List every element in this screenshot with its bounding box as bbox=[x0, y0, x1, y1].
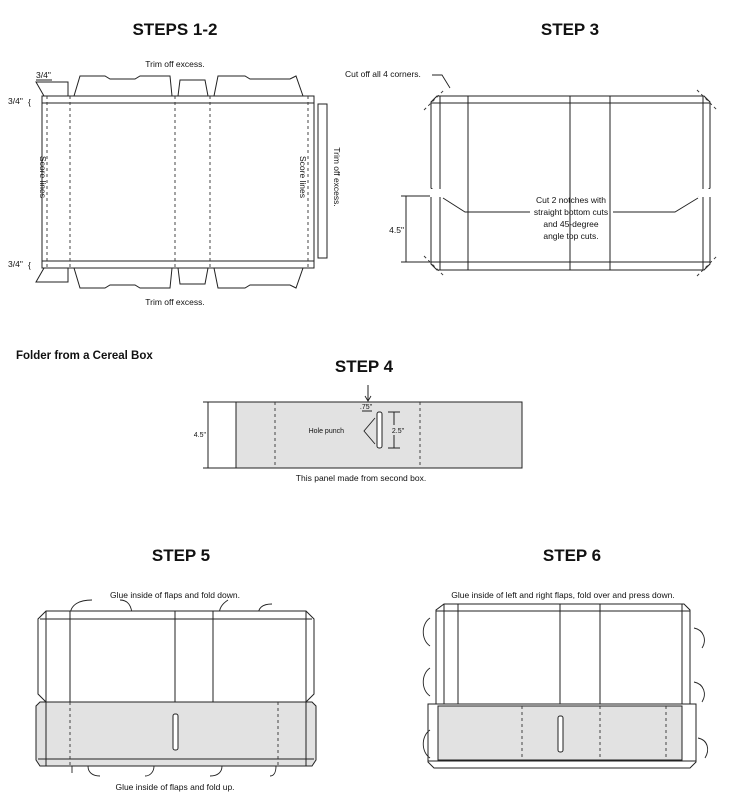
step-3-notch-right bbox=[699, 189, 713, 197]
steps-1-2-trim-right: Trim off excess. bbox=[332, 147, 342, 207]
step-5-arrow-bottom-4 bbox=[210, 766, 222, 776]
step-6-arrow-right-3 bbox=[698, 738, 708, 758]
step-4-panel bbox=[194, 357, 522, 483]
step-3-corners-arrow bbox=[432, 75, 450, 88]
step-3-notch-note-2: straight bottom cuts bbox=[533, 207, 609, 217]
step-3-dim: 4.5" bbox=[389, 225, 404, 235]
step-3-notch-note-1: Cut 2 notches with bbox=[536, 195, 606, 205]
step-6-arrow-right-1 bbox=[694, 628, 704, 648]
step-4-hole-label: Hole punch bbox=[308, 428, 344, 435]
steps-1-2-top-flap-1 bbox=[36, 82, 68, 96]
steps-1-2-bottom-flap-3 bbox=[178, 268, 208, 284]
step-6-top-note: Glue inside of left and right flaps, fold over and press down. bbox=[451, 590, 675, 600]
step-3-notch-left bbox=[429, 189, 443, 197]
steps-1-2-dim-c-brace: { bbox=[28, 260, 31, 270]
steps-1-2-top-flap-4 bbox=[214, 76, 303, 96]
steps-1-2-top-flap-2 bbox=[74, 76, 172, 96]
step-3-notch-note-4: angle top cuts. bbox=[543, 231, 599, 241]
steps-1-2-title: STEPS 1-2 bbox=[132, 20, 218, 39]
step-3-corners-note: Cut off all 4 corners. bbox=[345, 69, 421, 79]
steps-1-2-score-label-left: Score lines bbox=[38, 155, 48, 199]
step-5-arrow-bottom-3 bbox=[145, 766, 154, 776]
steps-1-2-dim-c: 3/4" bbox=[8, 259, 23, 269]
step-5-panel bbox=[36, 546, 316, 792]
step-6-title: STEP 6 bbox=[542, 546, 602, 565]
step-6-upper-box bbox=[436, 604, 690, 704]
step-3-panel bbox=[345, 20, 717, 276]
steps-1-2-right-strip bbox=[318, 104, 327, 258]
steps-1-2-bottom-flap-2 bbox=[74, 268, 172, 288]
step-6-slot bbox=[558, 716, 563, 752]
step-5-arrow-bottom-5 bbox=[270, 766, 276, 776]
step-3-notch-note-3: and 45-degree bbox=[543, 219, 599, 229]
steps-1-2-dim-b: 3/4" bbox=[8, 96, 23, 106]
step-5-top-note: Glue inside of flaps and fold down. bbox=[110, 590, 240, 600]
step-5-bottom-note: Glue inside of flaps and fold up. bbox=[115, 782, 235, 792]
steps-1-2-panel bbox=[8, 20, 342, 307]
step-4-dim-slot: 2.5" bbox=[391, 428, 405, 435]
step-4-slot bbox=[377, 412, 382, 448]
step-4-caption: This panel made from second box. bbox=[295, 473, 427, 483]
step-5-arrow-bottom-2 bbox=[88, 766, 100, 776]
steps-1-2-dim-a: 3/4" bbox=[36, 70, 51, 80]
steps-1-2-trim-bottom: Trim off excess. bbox=[145, 297, 205, 307]
step-3-title: STEP 3 bbox=[540, 20, 600, 39]
diagram-subtitle: Folder from a Cereal Box bbox=[16, 350, 153, 362]
step-5-title: STEP 5 bbox=[151, 546, 211, 565]
step-4-dim-small: .75" bbox=[359, 404, 373, 411]
steps-1-2-score-label-right: Score lines bbox=[298, 155, 308, 199]
steps-1-2-bottom-flap-1 bbox=[36, 268, 68, 282]
step-6-arrow-right-2 bbox=[694, 682, 704, 702]
steps-1-2-top-flap-3 bbox=[178, 80, 208, 96]
step-4-title: STEP 4 bbox=[334, 357, 394, 376]
steps-1-2-trim-top: Trim off excess. bbox=[145, 59, 205, 69]
steps-1-2-box-body bbox=[42, 96, 314, 268]
step-6-panel bbox=[423, 546, 707, 768]
steps-1-2-dim-b-brace: { bbox=[28, 97, 31, 107]
step-6-arrow-left-1 bbox=[423, 618, 430, 646]
step-5-upper-box bbox=[38, 611, 314, 702]
step-4-dim-h: 4.5" bbox=[193, 432, 206, 439]
step-6-arrow-left-2 bbox=[423, 668, 430, 696]
step-5-slot bbox=[173, 714, 178, 750]
steps-1-2-bottom-flap-4 bbox=[214, 268, 303, 288]
